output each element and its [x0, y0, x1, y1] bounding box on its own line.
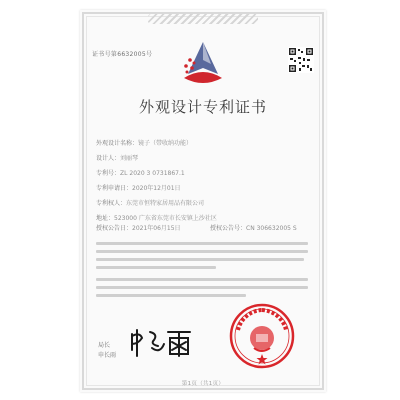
body-text-line	[96, 250, 308, 253]
certificate-number: 证书号第6632005号	[92, 51, 153, 58]
official-seal	[228, 302, 296, 370]
patentee-field	[96, 198, 204, 207]
field-label: 授权公告号：	[210, 225, 247, 232]
field-value: 镜子（带收纳功能）	[138, 140, 193, 147]
body-text-line	[96, 258, 304, 261]
grant-date-field	[96, 223, 181, 232]
patent-certificate	[80, 10, 326, 392]
body-text-line	[96, 286, 308, 289]
application-date-field	[96, 183, 181, 192]
patent-emblem-icon	[178, 38, 228, 92]
certificate-title: 外观设计专利证书	[138, 98, 267, 116]
field-value: 523000 广东省东莞市长安镇上沙社区	[114, 215, 217, 222]
body-text-line	[96, 278, 308, 281]
field-label: 专利申请日：	[96, 185, 133, 192]
patent-number-field	[96, 168, 185, 177]
director-title: 局长	[98, 342, 111, 349]
top-ornament	[148, 14, 258, 24]
field-value: 2021年06月15日	[132, 225, 181, 232]
field-label: 外观设计名称：	[96, 140, 139, 147]
design-name-field	[96, 138, 192, 147]
field-value: 刘丽琴	[120, 155, 139, 162]
field-value: ZL 2020 3 0731867.1	[120, 170, 185, 177]
body-text-line	[96, 242, 308, 245]
field-value: 2020年12月01日	[132, 185, 181, 192]
page-footer: 第1页（共1页）	[181, 381, 225, 387]
field-value: 东莞市恒特家居用品有限公司	[126, 200, 205, 207]
field-value: CN 306632005 S	[246, 225, 297, 232]
body-text-line	[96, 266, 216, 269]
qr-code-icon	[288, 47, 314, 73]
field-label: 地址：	[96, 215, 115, 222]
field-label: 专利权人：	[96, 200, 127, 207]
grant-number-field	[210, 223, 297, 232]
field-label: 专利号：	[96, 170, 121, 177]
director-name: 申长雨	[98, 352, 117, 359]
director-signature	[128, 326, 194, 358]
body-text-line	[96, 294, 246, 297]
field-label: 授权公告日：	[96, 225, 133, 232]
designer-field	[96, 153, 138, 162]
field-label: 设计人：	[96, 155, 121, 162]
address-field	[96, 213, 217, 222]
